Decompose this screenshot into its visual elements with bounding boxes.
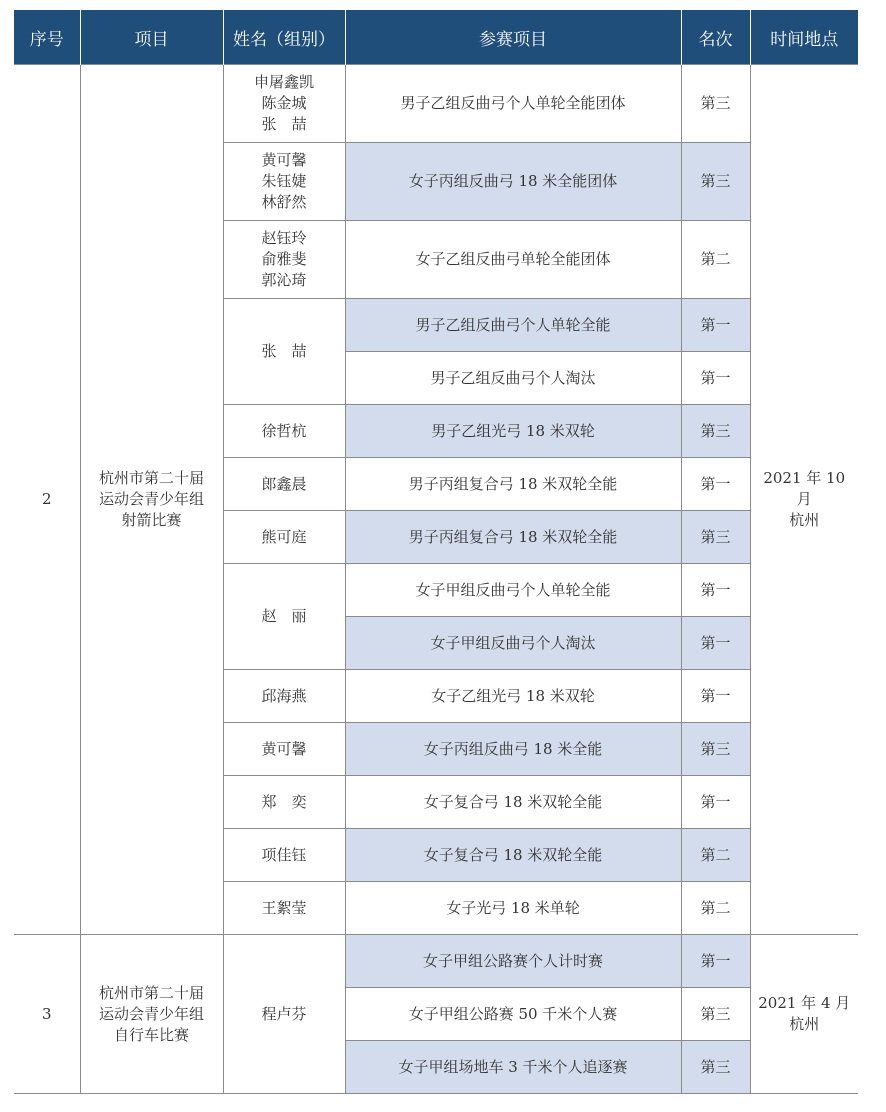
athlete-name-cell: 张 喆	[223, 299, 345, 405]
athlete-name-cell: 赵钰玲 俞雅斐 郭沁琦	[223, 221, 345, 299]
header-event: 项目	[80, 10, 223, 65]
table-body	[14, 65, 858, 1094]
athlete-name-cell: 赵 丽	[223, 564, 345, 670]
rank-cell: 第三	[681, 988, 750, 1041]
competition-item-cell: 男子乙组反曲弓个人单轮全能	[345, 299, 681, 352]
group-number-cell: 3	[14, 935, 80, 1094]
rank-cell: 第一	[681, 776, 750, 829]
header-no: 序号	[14, 10, 80, 65]
rank-cell: 第一	[681, 670, 750, 723]
header-rank: 名次	[681, 10, 750, 65]
competition-item-cell: 男子乙组反曲弓个人淘汰	[345, 352, 681, 405]
rank-cell: 第三	[681, 143, 750, 221]
athlete-name-cell: 程卢芬	[223, 935, 345, 1094]
competition-item-cell: 女子丙组反曲弓 18 米全能团体	[345, 143, 681, 221]
competition-item-cell: 女子乙组反曲弓单轮全能团体	[345, 221, 681, 299]
rank-cell: 第一	[681, 617, 750, 670]
header-name: 姓名（组别）	[223, 10, 345, 65]
competition-item-cell: 女子甲组场地车 3 千米个人追逐赛	[345, 1041, 681, 1094]
rank-cell: 第一	[681, 458, 750, 511]
athlete-name-cell: 邱海燕	[223, 670, 345, 723]
rank-cell: 第一	[681, 299, 750, 352]
athlete-name-cell: 徐哲杭	[223, 405, 345, 458]
rank-cell: 第三	[681, 723, 750, 776]
competition-item-cell: 女子甲组反曲弓个人淘汰	[345, 617, 681, 670]
athlete-name-cell: 项佳钰	[223, 829, 345, 882]
athlete-name-cell: 郎鑫晨	[223, 458, 345, 511]
competition-item-cell: 女子甲组公路赛个人计时赛	[345, 935, 681, 988]
group-number-cell: 2	[14, 65, 80, 935]
competition-item-cell: 女子乙组光弓 18 米双轮	[345, 670, 681, 723]
athlete-name-cell: 黄可馨 朱钰婕 林舒然	[223, 143, 345, 221]
athlete-name-cell: 熊可庭	[223, 511, 345, 564]
competition-item-cell: 男子丙组复合弓 18 米双轮全能	[345, 511, 681, 564]
athlete-name-cell: 王絮莹	[223, 882, 345, 935]
competition-item-cell: 男子乙组光弓 18 米双轮	[345, 405, 681, 458]
rank-cell: 第一	[681, 352, 750, 405]
competition-item-cell: 女子丙组反曲弓 18 米全能	[345, 723, 681, 776]
header-row	[14, 10, 858, 65]
competition-item-cell: 女子复合弓 18 米双轮全能	[345, 829, 681, 882]
time-place-cell: 2021 年 10 月 杭州	[750, 65, 858, 935]
time-place-cell: 2021 年 4 月 杭州	[750, 935, 858, 1094]
results-table	[14, 10, 858, 1094]
rank-cell: 第一	[681, 564, 750, 617]
rank-cell: 第二	[681, 221, 750, 299]
rank-cell: 第三	[681, 65, 750, 143]
competition-item-cell: 男子丙组复合弓 18 米双轮全能	[345, 458, 681, 511]
rank-cell: 第一	[681, 935, 750, 988]
rank-cell: 第二	[681, 882, 750, 935]
rank-cell: 第二	[681, 829, 750, 882]
competition-item-cell: 女子甲组公路赛 50 千米个人赛	[345, 988, 681, 1041]
table-row	[14, 65, 858, 143]
competition-item-cell: 女子甲组反曲弓个人单轮全能	[345, 564, 681, 617]
header-item: 参赛项目	[345, 10, 681, 65]
athlete-name-cell: 黄可馨	[223, 723, 345, 776]
competition-item-cell: 女子光弓 18 米单轮	[345, 882, 681, 935]
rank-cell: 第三	[681, 1041, 750, 1094]
athlete-name-cell: 申屠鑫凯 陈金城 张 喆	[223, 65, 345, 143]
header-time-place: 时间地点	[750, 10, 858, 65]
athlete-name-cell: 郑 奕	[223, 776, 345, 829]
rank-cell: 第三	[681, 405, 750, 458]
table-header	[14, 10, 858, 65]
table-row	[14, 935, 858, 988]
competition-item-cell: 男子乙组反曲弓个人单轮全能团体	[345, 65, 681, 143]
rank-cell: 第三	[681, 511, 750, 564]
competition-item-cell: 女子复合弓 18 米双轮全能	[345, 776, 681, 829]
event-name-cell: 杭州市第二十届 运动会青少年组 射箭比赛	[80, 65, 223, 935]
event-name-cell: 杭州市第二十届 运动会青少年组 自行车比赛	[80, 935, 223, 1094]
